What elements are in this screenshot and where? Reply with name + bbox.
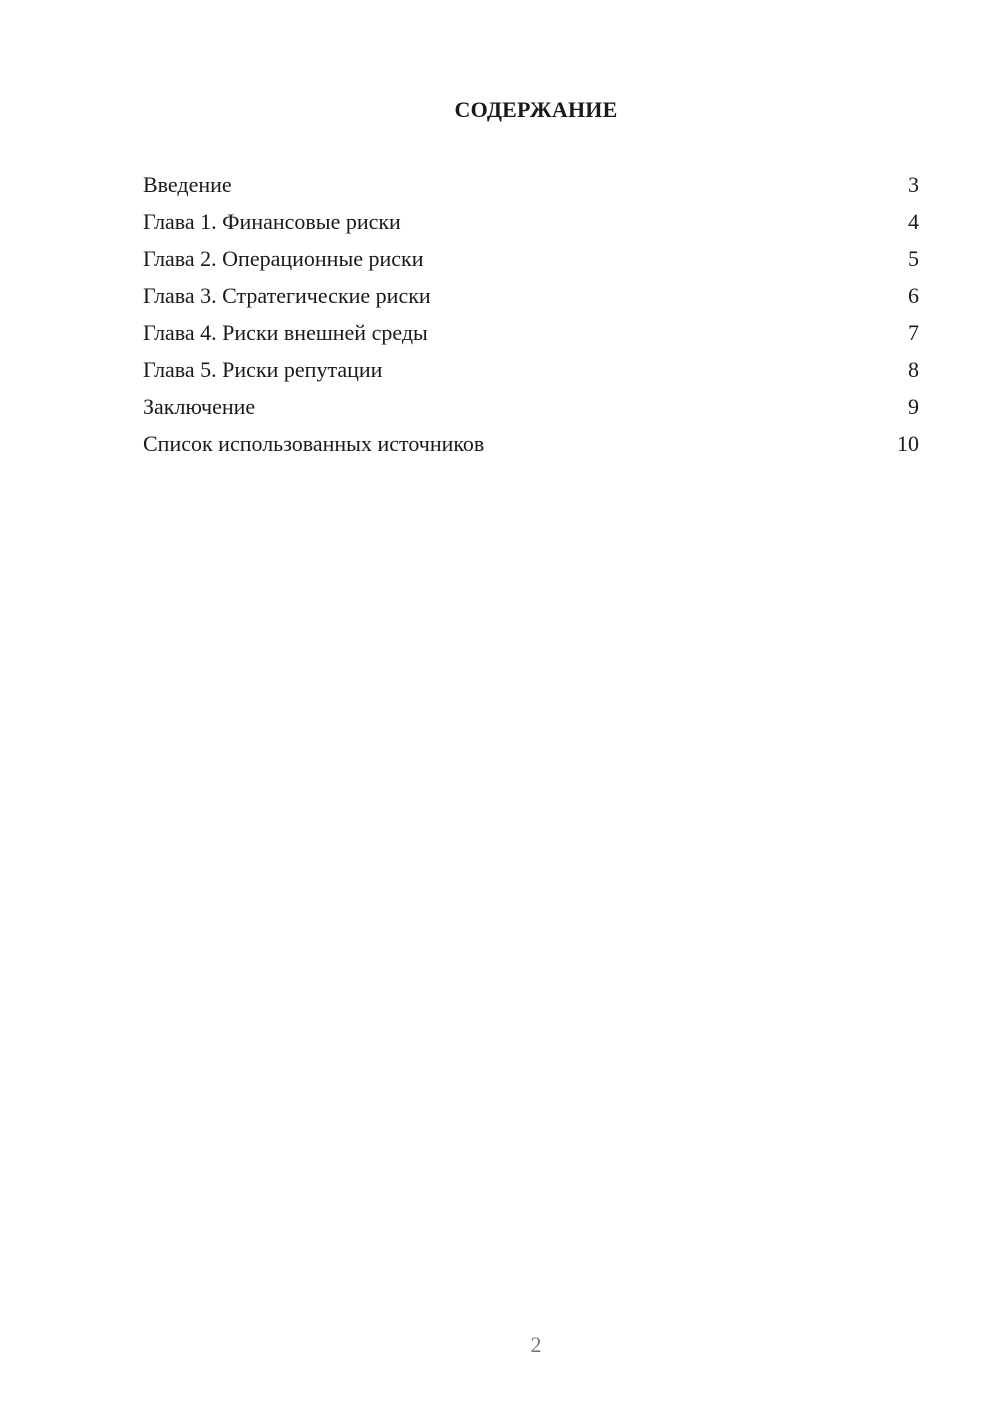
toc-item-page: 5 xyxy=(908,246,919,271)
toc-item-page: 4 xyxy=(908,209,919,234)
toc-item-label: Глава 1. Финансовые риски xyxy=(143,209,401,234)
table-of-contents xyxy=(143,168,919,464)
toc-item-chapter-5[interactable] xyxy=(143,353,919,390)
toc-item-references[interactable] xyxy=(143,427,919,464)
toc-item-conclusion[interactable] xyxy=(143,390,919,427)
toc-item-page: 10 xyxy=(897,431,919,456)
toc-item-page: 6 xyxy=(908,283,919,308)
toc-item-introduction[interactable] xyxy=(143,168,919,205)
toc-item-page: 8 xyxy=(908,357,919,382)
toc-item-page: 7 xyxy=(908,320,919,345)
toc-item-label: Глава 2. Операционные риски xyxy=(143,246,424,271)
toc-item-chapter-4[interactable] xyxy=(143,316,919,353)
toc-title: СОДЕРЖАНИЕ xyxy=(454,97,618,122)
toc-item-chapter-1[interactable] xyxy=(143,205,919,242)
toc-item-label: Глава 4. Риски внешней среды xyxy=(143,320,428,345)
toc-item-label: Введение xyxy=(143,172,232,197)
toc-item-label: Список использованных источников xyxy=(143,431,485,456)
toc-item-page: 3 xyxy=(908,172,919,197)
page-number: 2 xyxy=(530,1332,542,1357)
toc-item-chapter-3[interactable] xyxy=(143,279,919,316)
toc-item-chapter-2[interactable] xyxy=(143,242,919,279)
toc-item-label: Глава 3. Стратегические риски xyxy=(143,283,431,308)
toc-item-page: 9 xyxy=(908,394,919,419)
toc-item-label: Глава 5. Риски репутации xyxy=(143,357,383,382)
toc-item-label: Заключение xyxy=(143,394,256,419)
